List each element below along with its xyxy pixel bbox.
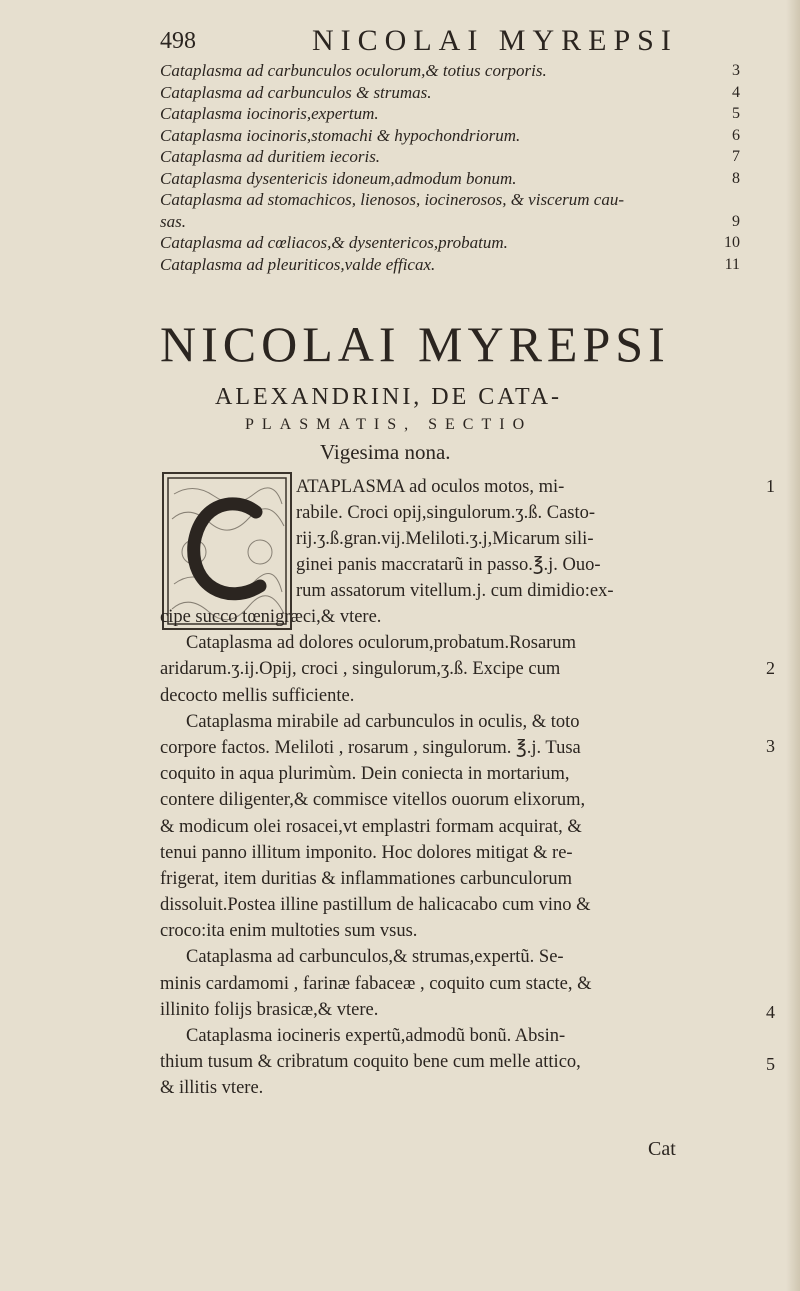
text-line: croco:ita enim multoties sum vsus.	[160, 921, 418, 942]
text-line: dissoluit.Postea illine pastillum de halicacabo cum vino &	[160, 895, 591, 916]
toc-entry-number: 5	[732, 105, 740, 122]
toc-entry-number: 9	[732, 212, 740, 230]
text-line: rabile. Croci opij,singulorum.ʒ.ß. Casto-	[296, 503, 596, 523]
margin-number: 2	[766, 658, 775, 678]
text-line: Cataplasma ad carbunculos,& strumas,expertũ. Se-	[186, 947, 564, 968]
toc-entry	[160, 146, 740, 168]
toc-entry-number: 6	[732, 126, 740, 144]
table-of-contents	[160, 60, 740, 275]
text-line: illinito folijs brasicæ,& vtere.	[160, 999, 379, 1020]
text-line: & illitis vtere.	[160, 1078, 264, 1099]
toc-entry-number: 10	[724, 234, 740, 251]
text-line: ATAPLASMA ad oculos motos, mi-	[296, 477, 565, 497]
text-line: cipe succo tœnigræci,& vtere.	[160, 607, 382, 627]
toc-entry-number: 7	[732, 148, 740, 165]
margin-number: 5	[766, 1054, 775, 1074]
toc-entry-text: sas.	[160, 211, 186, 231]
toc-entry-text: Cataplasma ad stomachicos, lienosos, iocinerosos, & viscerum cau-	[160, 190, 624, 209]
toc-entry	[160, 60, 740, 82]
toc-entry-text: Cataplasma iocinoris,expertum.	[160, 104, 379, 123]
catchword: Cat	[648, 1138, 676, 1160]
toc-entry	[160, 125, 740, 147]
toc-entry-number: 4	[732, 83, 740, 101]
toc-entry	[160, 211, 740, 233]
toc-entry	[160, 232, 740, 254]
toc-entry-text: Cataplasma dysentericis idoneum,admodum bonum.	[160, 168, 517, 188]
intro-paragraph	[296, 474, 712, 604]
toc-entry-number: 11	[724, 255, 740, 273]
text-line: Cataplasma mirabile ad carbunculos in oculis, & toto	[186, 711, 580, 732]
toc-entry	[160, 82, 740, 104]
toc-entry	[160, 254, 740, 276]
text-line: Cataplasma iocineris expertũ,admodũ bonũ. Absin-	[186, 1026, 566, 1046]
toc-entry	[160, 168, 740, 190]
text-line: rij.ʒ.ß.gran.vij.Meliloti.ʒ.j,Micarum sili-	[296, 529, 594, 549]
text-line: & modicum olei rosacei,vt emplastri formam acquirat, &	[160, 816, 582, 837]
body-text	[160, 604, 715, 1102]
text-line: tenui panno illitum imponito. Hoc dolores mitigat & re-	[160, 842, 573, 863]
text-line: coquito in aqua plurimùm. Dein coniecta in mortarium,	[160, 764, 570, 785]
section-number: Vigesima nona.	[320, 440, 451, 464]
page-number: 498	[160, 28, 196, 54]
text-line: aridarum.ʒ.ij.Opij, croci , singulorum,ʒ.ß. Excipe cum	[160, 659, 561, 680]
toc-entry-text: Cataplasma ad carbunculos & strumas.	[160, 82, 432, 102]
margin-number: 3	[766, 736, 775, 756]
page-header	[160, 22, 680, 58]
text-line: minis cardamomi , farinæ fabaceæ , coquito cum stacte, &	[160, 973, 592, 994]
text-line: decocto mellis sufficiente.	[160, 685, 355, 706]
margin-number: 1	[766, 476, 775, 496]
section-subtitle: ALEXANDRINI, DE CATA-	[215, 384, 563, 410]
toc-entry	[160, 189, 740, 211]
text-line: contere diligenter,& commisce vitellos ouorum elixorum,	[160, 790, 586, 811]
running-title: NICOLAI MYREPSI	[312, 24, 678, 57]
toc-entry-text: Cataplasma iocinoris,stomachi & hypochondriorum.	[160, 125, 521, 145]
toc-entry-text: Cataplasma ad pleuriticos,valde efficax.	[160, 254, 436, 274]
toc-entry-text: Cataplasma ad duritiem iecoris.	[160, 147, 381, 166]
toc-entry	[160, 103, 740, 125]
margin-number: 4	[766, 1002, 775, 1022]
toc-entry-text: Cataplasma ad cœliacos,& dysentericos,probatum.	[160, 233, 508, 252]
text-line: Cataplasma ad dolores oculorum,probatum.Rosarum	[186, 633, 576, 654]
text-line: corpore factos. Meliloti , rosarum , singulorum. ℥.j. Tusa	[160, 737, 581, 758]
section-subtitle-2: PLASMATIS, SECTIO	[245, 416, 533, 433]
section-title: NICOLAI MYREPSI	[160, 316, 670, 372]
text-line: ginei panis maccratarũ in passo.℥.j. Ouo-	[296, 555, 601, 575]
page-edge-shadow	[786, 0, 800, 1291]
text-line: thium tusum & cribratum coquito bene cum melle attico,	[160, 1052, 581, 1073]
text-line: frigerat, item duritias & inflammationes carbunculorum	[160, 868, 573, 889]
toc-entry-number: 8	[732, 169, 740, 187]
toc-entry-text: Cataplasma ad carbunculos oculorum,& totius corporis.	[160, 61, 547, 80]
toc-entry-number: 3	[732, 62, 740, 79]
text-line: rum assatorum vitellum.j. cum dimidio:ex-	[296, 581, 614, 601]
